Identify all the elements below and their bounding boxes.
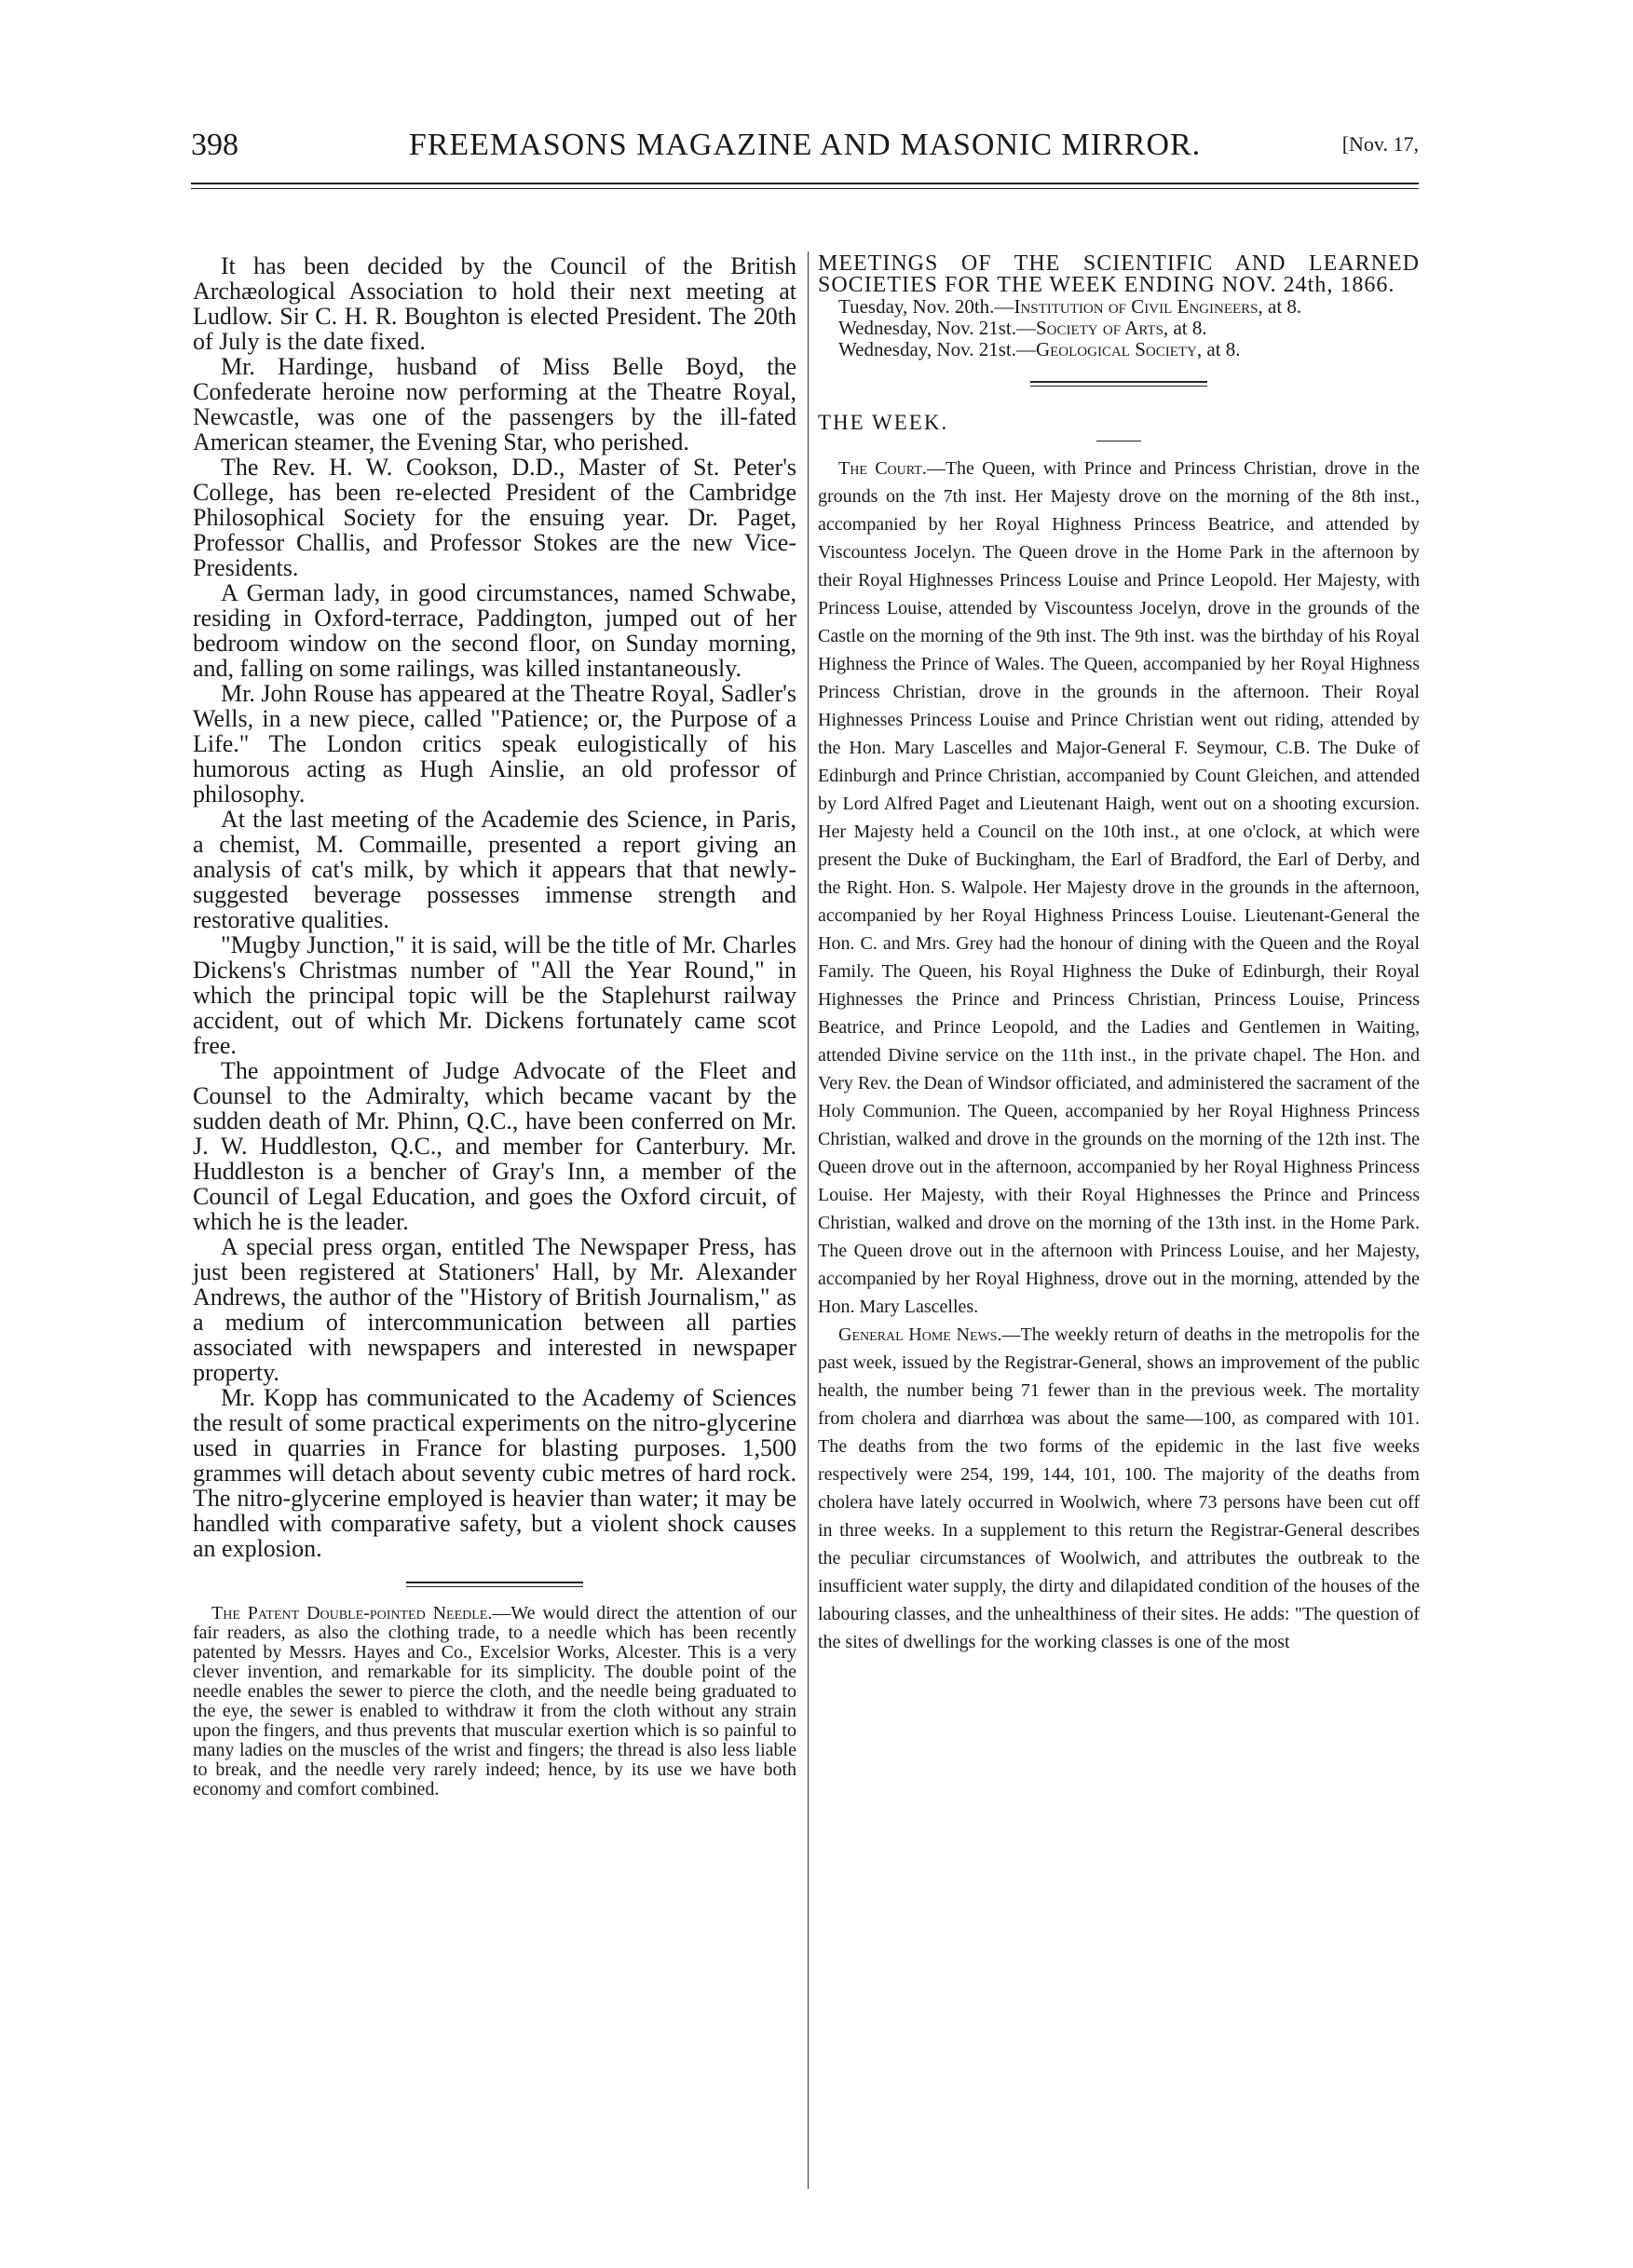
meeting-society: Geological Society, [1035,338,1203,360]
left-column [193,253,796,1799]
right-column [818,253,1420,1656]
needle-notice-lead: The Patent Double-pointed Needle. [211,1603,493,1623]
meeting-date: Wednesday, Nov. 21st.— [838,338,1036,360]
paragraph-hardinge: Mr. Hardinge, husband of Miss Belle Boyd, the Confederate heroine now performing at the Theatre Royal, Newcastle, was one of the passengers by the ill-fated American steamer, the Evening Star, who perished. [193,353,796,455]
paragraph-archaeological: It has been decided by the Council of the British Archæological Association to hold their next meeting at Ludlow. Sir C. H. R. Boughton is elected President. The 20th of July is the date fixed. [193,252,796,355]
paragraph-kopp: Mr. Kopp has communicated to the Academy of Sciences the result of some practical experiments on the nitro-glycerine used in quarries in France for blasting purposes. 1,500 grammes will detach about seventy cubic metres of hard rock. The nitro-glycerine employed is heavier than water; it may be handled with comparative safety, but a violent shock causes an explosion. [193,1384,796,1562]
home-news-paragraph [818,1321,1420,1656]
meeting-time: at 8. [1202,338,1241,360]
meeting-entry [818,339,1420,360]
meeting-date: Wednesday, Nov. 21st.— [838,317,1036,339]
paragraph-press-organ: A special press organ, entitled The Newspaper Press, has just been registered at Stationers' Hall, by Mr. Alexander Andrews, the author of the "History of British Journalism," as a medium of intercommunication between all parties associated with newspapers and interested in newspaper property. [193,1233,796,1386]
page-header [191,128,1419,172]
paragraph-john-rouse: Mr. John Rouse has appeared at the Theatre Royal, Sadler's Wells, in a new piece, called "Patience; or, the Purpose of a Life." The London critics speak eulogistically of his humorous acting as Hugh Ainslie, an old professor of philosophy. [193,680,796,808]
paragraph-mugby: "Mugby Junction," it is said, will be the title of Mr. Charles Dickens's Christmas number of "All the Year Round," in which the principal topic will be the Staplehurst railway accident, out of which Mr. Dickens fortunately came scot free. [193,931,796,1059]
home-news-lead: General Home News. [838,1324,1002,1345]
meeting-society: Institution of Civil Engineers, [1014,295,1263,318]
paragraph-academie: At the last meeting of the Academie des Science, in Paris, a chemist, M. Commaille, presented a report giving an analysis of cat's milk, by which it appears that that newly-suggested beverage possesses immense strength and restorative qualities. [193,806,796,933]
meeting-time: at 8. [1168,317,1207,339]
header-date: [Nov. 17, [1341,132,1419,156]
page-number: 398 [191,128,238,162]
meeting-time: at 8. [1262,295,1302,318]
home-news-text: —The weekly return of deaths in the metropolis for the past week, issued by the Registrar-General, shows an improvement of the public health, the number being 71 fewer than in the previous week. The mortality from cholera and diarrhœa was about the same—100, as compared with 101. The deaths from the two forms of the epidemic in the last five weeks respectively were 254, 199, 144, 101, 100. The majority of the deaths from cholera have lately occurred in Woolwich, where 73 persons have been cut off in three weeks. In a supplement to this return the Registrar-General describes the peculiar circumstances of Woolwich, and attributes the outbreak to the insufficient water supply, the dirty and dilapidated condition of the houses of the labouring classes, and the unhealthiness of their sites. He adds: "The question of the sites of dwellings for the working classes is one of the most [818,1324,1420,1652]
meetings-heading: MEETINGS OF THE SCIENTIFIC AND LEARNED SOCIETIES FOR THE WEEK ENDING NOV. 24th, 1866. [818,251,1420,297]
meeting-society: Society of Arts, [1035,317,1169,339]
week-title: THE WEEK. [818,411,949,434]
needle-notice-text: —We would direct the attention of our fair readers, as also the clothing trade, to a needle which has been recently patented by Messrs. Hayes and Co., Excelsior Works, Alcester. This is a very clever invention, and remarkable for its simplicity. The double point of the needle enables the sewer to pierce the cloth, and the needle being graduated to the eye, the sewer is enabled to withdraw it from the cloth without any strain upon the fingers, and thus prevents that muscular exertion which is so painful to many ladies on the muscles of the wrist and fingers; the thread is also less liable to break, and the needle very rarely indeed; hence, by its use we have both economy and comfort combined. [193,1603,796,1799]
section-rule [1030,381,1207,387]
court-lead: The Court. [838,458,927,479]
paragraph-german-lady: A German lady, in good circumstances, named Schwabe, residing in Oxford-terrace, Paddington, jumped out of her bedroom window on the second floor, on Sunday morning, and, falling on some railings, was killed instantaneously. [193,579,796,682]
court-paragraph [818,455,1420,1321]
meeting-date: Tuesday, Nov. 20th.— [838,295,1014,318]
meeting-entry [818,318,1420,339]
paragraph-cookson: The Rev. H. W. Cookson, D.D., Master of St. Peter's College, has been re-elected President of the Cambridge Philosophical Society for the ensuing year. Dr. Paget, Professor Challis, and Professor Stokes are the new Vice-Presidents. [193,454,796,581]
court-text: —The Queen, with Prince and Princess Christian, drove in the grounds on the 7th inst. Her Majesty drove on the morning of the 8th inst., accompanied by her Royal Highness Princess Beatrice, and attended by Viscountess Jocelyn. The Queen drove in the Home Park in the afternoon by their Royal Highnesses Princess Louise and Prince Leopold. Her Majesty, with Princess Louise, attended by Viscountess Jocelyn, drove in the grounds of the Castle on the morning of the 9th inst. The 9th inst. was the birthday of his Royal Highness the Prince of Wales. The Queen, accompanied by her Royal Highness Princess Christian, drove in the grounds in the afternoon. Their Royal Highnesses Princess Louise and Prince Christian went out riding, attended by the Hon. Mary Lascelles and Major-General F. Seymour, C.B. The Duke of Edinburgh and Prince Christian, accompanied by Count Gleichen, and attended by Lord Alfred Paget and Lieutenant Haigh, went out on a shooting excursion. Her Majesty held a Council on the 10th inst., at one o'clock, at which were present the Duke of Buckingham, the Earl of Bradford, the Earl of Derby, and the Right. Hon. S. Walpole. Her Majesty drove in the grounds in the afternoon, accompanied by her Royal Highness Princess Louise. Lieutenant-General the Hon. C. and Mrs. Grey had the honour of dining with the Queen and the Royal Family. The Queen, his Royal Highness the Duke of Edinburgh, their Royal Highnesses the Prince and Princess Christian, Princess Louise, Princess Beatrice, and Prince Leopold, and the Ladies and Gentlemen in Waiting, attended Divine service on the 11th inst., in the private chapel. The Hon. and Very Rev. the Dean of Windsor officiated, and administered the sacrament of the Holy Communion. The Queen, accompanied by her Royal Highness Princess Christian, walked and drove in the grounds on the morning of the 12th inst. The Queen drove out in the afternoon, accompanied by her Royal Highness Princess Louise. Her Majesty, with their Royal Highnesses the Prince and Princess Christian, walked and drove on the morning of the 13th inst. in the Home Park. The Queen drove out in the afternoon with Princess Louise, and her Majesty, accompanied by her Royal Highness, drove out in the morning, attended by the Hon. Mary Lascelles. [818,458,1420,1317]
header-rule [191,183,1419,189]
column-divider [808,251,809,2189]
meeting-entry [818,296,1420,318]
needle-notice [193,1604,796,1799]
running-title: FREEMASONS MAGAZINE AND MASONIC MIRROR. [408,128,1202,162]
section-rule [406,1582,583,1587]
paragraph-judge-advocate: The appointment of Judge Advocate of the Fleet and Counsel to the Admiralty, which became vacant by the sudden death of Mr. Phinn, Q.C., have been conferred on Mr. J. W. Huddleston, Q.C., and member for Canterbury. Mr. Huddleston is a bencher of Gray's Inn, a member of the Council of Legal Education, and goes the Oxford circuit, of which he is the leader. [193,1057,796,1235]
